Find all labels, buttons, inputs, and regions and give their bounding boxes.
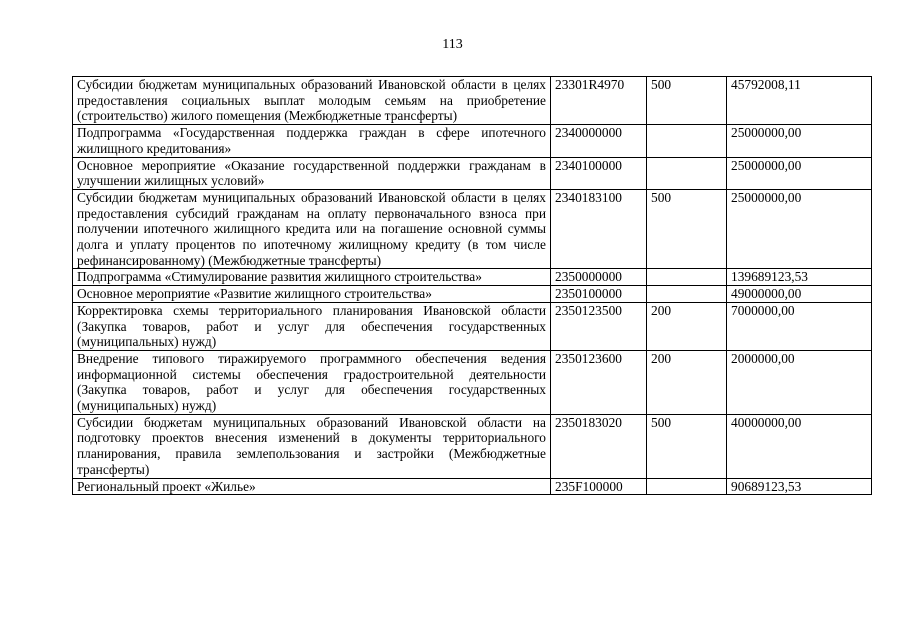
- table-row: [73, 478, 872, 495]
- row-expense-type: 200: [647, 302, 727, 350]
- page-number: 113: [442, 37, 463, 52]
- table-row: [73, 350, 872, 414]
- row-code: 2340000000: [551, 125, 647, 157]
- row-code: 2350123600: [551, 350, 647, 414]
- budget-table: [72, 76, 872, 495]
- table-row: [73, 414, 872, 478]
- row-expense-type: [647, 269, 727, 286]
- row-sum: 2000000,00: [727, 350, 872, 414]
- row-code: 2350123500: [551, 302, 647, 350]
- row-name: Субсидии бюджетам муниципальных образований Ивановской области на подготовку проектов внесения изменений в документы территориального планирования, правила землепользования и застройки (Межбюджетные трансферты): [73, 414, 551, 478]
- row-name: Подпрограмма «Стимулирование развития жилищного строительства»: [73, 269, 551, 286]
- table-row: [73, 269, 872, 286]
- row-sum: 90689123,53: [727, 478, 872, 495]
- row-sum: 49000000,00: [727, 286, 872, 303]
- table-row: [73, 157, 872, 189]
- row-code: 23301R4970: [551, 77, 647, 125]
- row-code: 235F100000: [551, 478, 647, 495]
- row-sum: 7000000,00: [727, 302, 872, 350]
- row-code: 2350100000: [551, 286, 647, 303]
- row-code: 2340183100: [551, 189, 647, 269]
- row-name: Субсидии бюджетам муниципальных образований Ивановской области в целях предоставления социальных выплат молодым семьям на приобретение (строительство) жилого помещения (Межбюджетные трансферты): [73, 77, 551, 125]
- row-name: Субсидии бюджетам муниципальных образований Ивановской области в целях предоставления субсидий гражданам на оплату первоначального взноса при получении ипотечного жилищного кредита или на погашение основной суммы долга и уплату процентов по ипотечному жилищному кредиту (в том числе рефинансированному) (Межбюджетные трансферты): [73, 189, 551, 269]
- row-expense-type: [647, 286, 727, 303]
- row-sum: 25000000,00: [727, 125, 872, 157]
- row-expense-type: 500: [647, 77, 727, 125]
- row-expense-type: 200: [647, 350, 727, 414]
- row-name: Основное мероприятие «Развитие жилищного строительства»: [73, 286, 551, 303]
- row-expense-type: [647, 478, 727, 495]
- row-name: Корректировка схемы территориального планирования Ивановской области (Закупка товаров, работ и услуг для обеспечения государственных (муниципальных) нужд): [73, 302, 551, 350]
- row-expense-type: [647, 125, 727, 157]
- row-code: 2340100000: [551, 157, 647, 189]
- row-name: Региональный проект «Жилье»: [73, 478, 551, 495]
- table-row: [73, 302, 872, 350]
- table-row: [73, 125, 872, 157]
- table-row: [73, 286, 872, 303]
- row-sum: 25000000,00: [727, 157, 872, 189]
- row-sum: 40000000,00: [727, 414, 872, 478]
- row-sum: 25000000,00: [727, 189, 872, 269]
- row-code: 2350183020: [551, 414, 647, 478]
- row-name: Внедрение типового тиражируемого программного обеспечения ведения информационной системы обеспечения градостроительной деятельности (Закупка товаров, работ и услуг для обеспечения государственных (муниципальных) нужд): [73, 350, 551, 414]
- row-name: Подпрограмма «Государственная поддержка граждан в сфере ипотечного жилищного кредитования»: [73, 125, 551, 157]
- row-expense-type: 500: [647, 189, 727, 269]
- row-code: 2350000000: [551, 269, 647, 286]
- row-sum: 45792008,11: [727, 77, 872, 125]
- row-expense-type: [647, 157, 727, 189]
- table-row: [73, 77, 872, 125]
- row-sum: 139689123,53: [727, 269, 872, 286]
- row-name: Основное мероприятие «Оказание государственной поддержки гражданам в улучшении жилищных условий»: [73, 157, 551, 189]
- row-expense-type: 500: [647, 414, 727, 478]
- table-row: [73, 189, 872, 269]
